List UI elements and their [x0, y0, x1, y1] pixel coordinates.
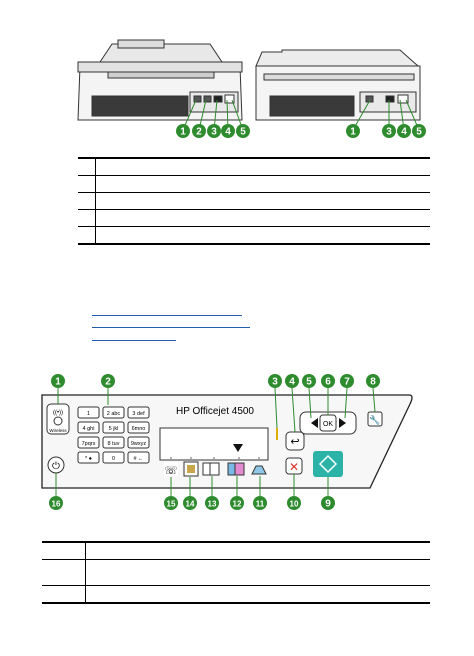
callout-back-left-3	[207, 124, 221, 138]
table-row	[78, 192, 430, 193]
svg-text:9: 9	[325, 498, 331, 510]
callout-back-left-4	[221, 124, 235, 138]
svg-text:5: 5	[416, 126, 422, 138]
keypad-key-11[interactable]	[103, 452, 124, 463]
svg-text:13: 13	[207, 499, 217, 509]
fax-button[interactable]	[164, 462, 178, 477]
cancel-x-icon: ✕	[288, 460, 300, 474]
keypad-key-12[interactable]	[128, 452, 149, 463]
svg-text:4: 4	[289, 376, 295, 388]
callout-back-right-5	[412, 124, 426, 138]
table-row	[78, 209, 430, 210]
keypad-key-1[interactable]	[78, 407, 99, 418]
callout-back-left-1	[176, 124, 190, 138]
ok-label: OK	[322, 421, 334, 428]
keypad-key-7[interactable]	[78, 437, 99, 448]
link-1[interactable]	[92, 315, 242, 316]
svg-text:4: 4	[225, 126, 231, 138]
keypad-key-8[interactable]	[103, 437, 124, 448]
svg-text:10: 10	[289, 499, 299, 509]
callout-panel-2	[101, 374, 115, 388]
printer-back-left	[78, 40, 242, 120]
svg-text:9wxyz: 9wxyz	[130, 441, 147, 447]
svg-text:5: 5	[240, 126, 246, 138]
svg-text:8: 8	[370, 376, 376, 388]
photo-button[interactable]	[184, 462, 198, 476]
callout-panel-16	[49, 496, 63, 510]
svg-text:0: 0	[111, 456, 116, 462]
link-3[interactable]	[92, 340, 176, 341]
back-button[interactable]	[286, 432, 304, 450]
svg-text:14: 14	[185, 499, 195, 509]
svg-text:2 abc: 2 abc	[106, 411, 121, 417]
svg-text:# ←: # ←	[133, 456, 144, 462]
svg-text:2: 2	[196, 126, 202, 138]
wireless-icon: ((•))	[52, 410, 64, 416]
copy-black-button[interactable]	[203, 463, 219, 475]
power-button[interactable]	[48, 457, 64, 473]
svg-text:6mno: 6mno	[131, 426, 146, 432]
svg-text:* ●: * ●	[85, 456, 92, 462]
ok-button[interactable]	[320, 415, 336, 431]
copy-black-icon	[210, 463, 219, 475]
callout-panel-13	[205, 496, 219, 510]
start-button[interactable]	[313, 451, 343, 477]
callout-back-right-4	[397, 124, 411, 138]
photo-icon	[187, 465, 195, 473]
callout-back-left-2	[192, 124, 206, 138]
callout-panel-8	[366, 374, 380, 388]
svg-text:2: 2	[105, 376, 111, 388]
keypad-key-6[interactable]	[128, 422, 149, 433]
svg-text:11: 11	[255, 499, 265, 509]
callout-panel-10	[287, 496, 301, 510]
callout-panel-7	[340, 374, 354, 388]
callout-panel-14	[183, 496, 197, 510]
svg-text:8 tuv: 8 tuv	[107, 441, 120, 447]
svg-text:1: 1	[86, 411, 91, 417]
svg-text:6: 6	[325, 376, 331, 388]
table-row	[78, 175, 430, 176]
display-screen	[160, 428, 268, 460]
table-row	[42, 585, 430, 586]
callout-panel-15	[164, 496, 178, 510]
copy-color-icon	[235, 463, 244, 475]
svg-text:7: 7	[344, 376, 350, 388]
copy-color-button[interactable]	[228, 463, 244, 475]
callout-panel-4	[285, 374, 299, 388]
attention-led	[276, 428, 278, 440]
svg-text:5 jkl: 5 jkl	[108, 426, 119, 432]
link-2[interactable]	[92, 327, 250, 328]
svg-text:3: 3	[272, 376, 278, 388]
printer-back-right	[256, 50, 420, 120]
wireless-button[interactable]	[47, 404, 69, 434]
callout-panel-9	[321, 496, 335, 510]
fax-icon: ☏	[164, 465, 178, 477]
callout-panel-1	[51, 374, 65, 388]
keypad-key-4[interactable]	[78, 422, 99, 433]
back-arrow-icon: ↩	[290, 436, 300, 448]
callout-panel-3	[268, 374, 282, 388]
brand-label: HP Officejet 4500	[175, 406, 255, 417]
svg-text:4: 4	[401, 126, 407, 138]
keypad-key-3[interactable]	[128, 407, 149, 418]
svg-text:1: 1	[180, 126, 186, 138]
keypad-key-10[interactable]	[78, 452, 99, 463]
svg-text:12: 12	[232, 499, 242, 509]
cancel-button[interactable]	[286, 458, 302, 474]
svg-text:1: 1	[350, 126, 356, 138]
power-icon: ⏻	[52, 461, 60, 472]
wireless-label: Wireless	[49, 428, 67, 433]
keypad-key-9[interactable]	[128, 437, 149, 448]
callout-panel-11	[253, 496, 267, 510]
table-row	[42, 559, 430, 560]
callout-back-left-5	[236, 124, 250, 138]
svg-text:3: 3	[386, 126, 392, 138]
svg-text:3: 3	[211, 126, 217, 138]
keypad-key-2[interactable]	[103, 407, 124, 418]
svg-text:15: 15	[166, 499, 176, 509]
svg-text:1: 1	[55, 376, 61, 388]
svg-text:5: 5	[306, 376, 312, 388]
callout-back-right-1	[346, 124, 360, 138]
keypad-key-5[interactable]	[103, 422, 124, 433]
table-row	[78, 226, 430, 227]
svg-text:16: 16	[51, 499, 61, 509]
printer-back-illustration	[0, 0, 474, 150]
control-panel-illustration	[0, 365, 474, 520]
callout-panel-12	[230, 496, 244, 510]
svg-text:3 def: 3 def	[132, 411, 145, 417]
setup-button[interactable]	[368, 412, 382, 426]
svg-text:7pqrs: 7pqrs	[81, 441, 96, 447]
svg-text:4 ghi: 4 ghi	[82, 426, 95, 432]
callout-back-right-3	[382, 124, 396, 138]
callout-panel-5	[302, 374, 316, 388]
wrench-icon: 🔧	[369, 415, 381, 425]
callout-panel-6	[321, 374, 335, 388]
